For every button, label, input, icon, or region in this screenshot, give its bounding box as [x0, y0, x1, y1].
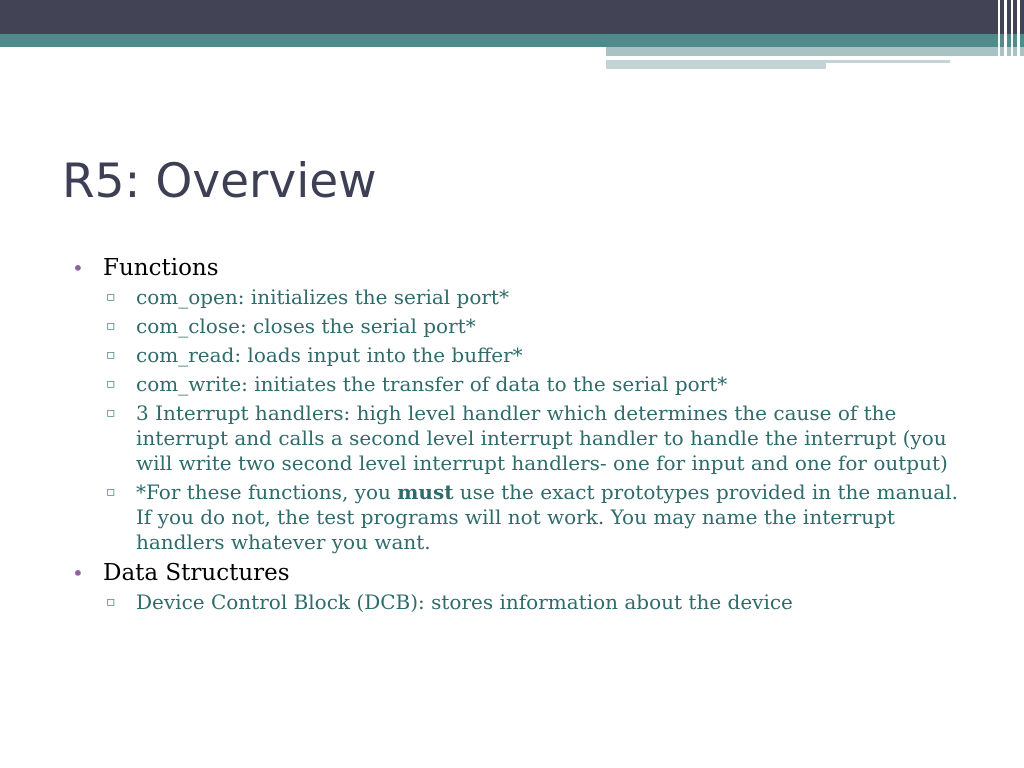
header-accent-line	[606, 56, 948, 59]
prototype-note-start: *For these functions, you	[136, 480, 398, 504]
square-bullet-icon: ▫	[106, 289, 116, 305]
data-structure-dcb: Device Control Block (DCB): stores information about the device	[136, 590, 793, 614]
function-com-read: com_read: loads input into the buffer*	[136, 343, 523, 367]
square-bullet-icon: ▫	[106, 318, 116, 334]
square-bullet-icon: ▫	[106, 484, 116, 500]
bullet-dot-icon: •	[72, 561, 84, 585]
prototype-note	[136, 480, 958, 554]
slide-title: R5: Overview	[62, 154, 377, 209]
list-item	[72, 590, 972, 615]
square-bullet-icon: ▫	[106, 594, 116, 610]
list-item	[72, 372, 972, 397]
header-accent-band	[606, 47, 1024, 56]
bullet-functions-label: Functions	[103, 255, 219, 281]
slide-content	[72, 254, 972, 619]
list-item	[72, 343, 972, 368]
header-dark-bar	[0, 0, 1024, 34]
bullet-dot-icon: •	[72, 256, 84, 280]
prototype-note-end: use the exact prototypes provided in the manual. If you do not, the test programs will not work. You may name the interrupt handlers whatever you want.	[136, 480, 958, 554]
square-bullet-icon: ▫	[106, 376, 116, 392]
function-interrupt-handlers: 3 Interrupt handlers: high level handler which determines the cause of the interrupt and calls a second level interrupt handler to handle the interrupt (you will write two second level interrupt handlers- one for input and one for output)	[136, 401, 948, 475]
header-teal-bar	[0, 34, 1024, 47]
function-com-write: com_write: initiates the transfer of data to the serial port*	[136, 372, 728, 396]
list-item	[72, 401, 972, 476]
header-accent-band-thin	[826, 60, 950, 63]
header-stripes	[994, 0, 1024, 70]
function-com-open: com_open: initializes the serial port*	[136, 285, 509, 309]
bullet-functions	[72, 254, 972, 282]
list-item	[72, 314, 972, 339]
function-com-close: com_close: closes the serial port*	[136, 314, 476, 338]
bullet-data-structures-label: Data Structures	[103, 560, 290, 586]
header-accent-band-lower	[606, 60, 826, 69]
bullet-data-structures	[72, 559, 972, 587]
square-bullet-icon: ▫	[106, 405, 116, 421]
square-bullet-icon: ▫	[106, 347, 116, 363]
prototype-note-emphasis: must	[397, 480, 454, 504]
list-item	[72, 285, 972, 310]
list-item	[72, 480, 972, 555]
